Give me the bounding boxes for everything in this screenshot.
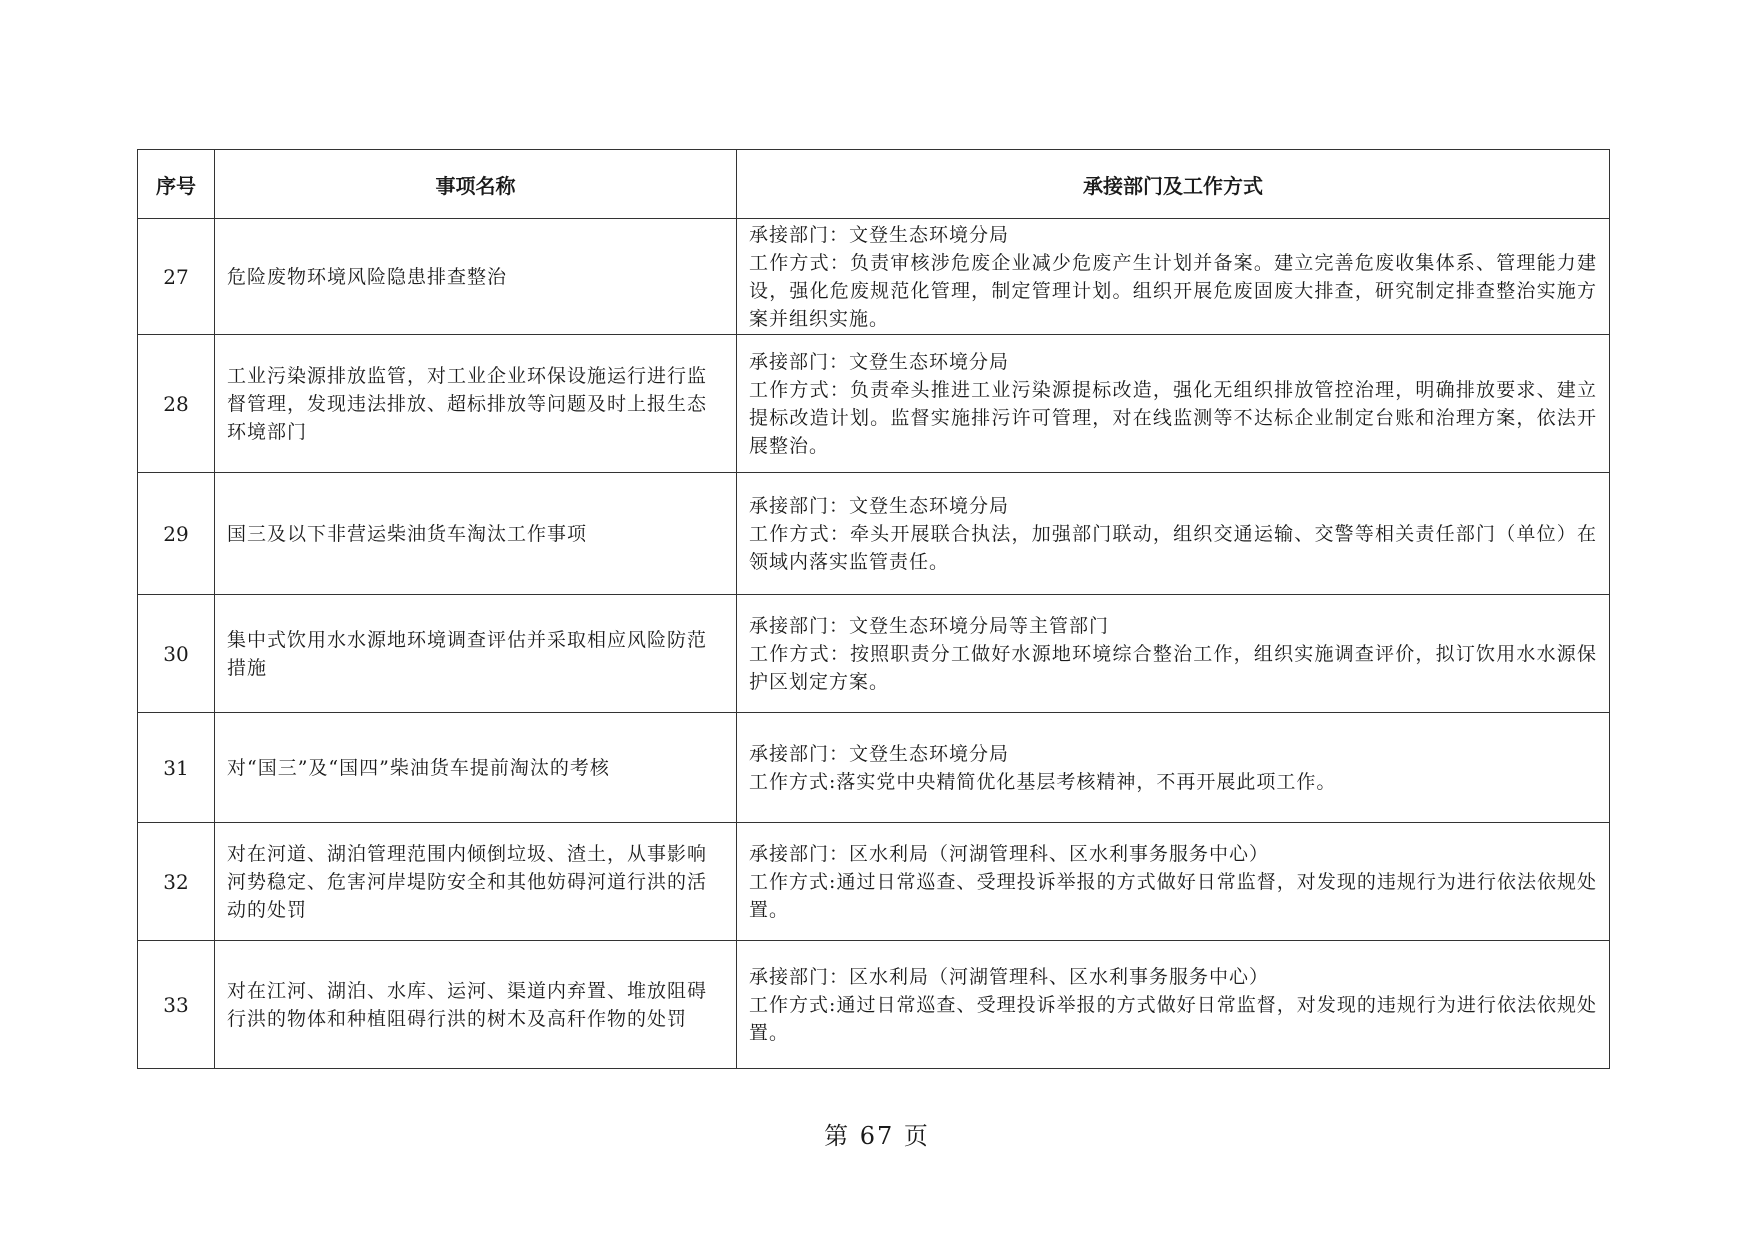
department-text: 承接部门：区水利局（河湖管理科、区水利事务服务中心） — [749, 842, 1270, 865]
method-text: 工作方式:通过日常巡查、受理投诉举报的方式做好日常监督，对发现的违规行为进行依法依规处置。 — [749, 993, 1597, 1044]
method-text: 工作方式：负责牵头推进工业污染源提标改造，强化无组织排放管控治理，明确排放要求、建立提标改造计划。监督实施排污许可管理，对在线监测等不达标企业制定台账和治理方案，依法开展整治。 — [749, 378, 1597, 457]
department-text: 承接部门：文登生态环境分局 — [749, 494, 1010, 517]
department-text: 承接部门：文登生态环境分局 — [749, 223, 1010, 246]
items-table — [137, 149, 1610, 1069]
table-row — [138, 335, 1610, 473]
department-text: 承接部门：文登生态环境分局 — [749, 350, 1010, 373]
row-number: 33 — [138, 941, 215, 1069]
table-row — [138, 823, 1610, 941]
item-name: 集中式饮用水水源地环境调查评估并采取相应风险防范措施 — [215, 595, 737, 713]
header-department-method: 承接部门及工作方式 — [737, 150, 1610, 219]
method-text: 工作方式：牵头开展联合执法，加强部门联动，组织交通运输、交警等相关责任部门（单位）在领域内落实监管责任。 — [749, 522, 1597, 573]
item-name: 对在河道、湖泊管理范围内倾倒垃圾、渣土，从事影响河势稳定、危害河岸堤防安全和其他妨碍河道行洪的活动的处罚 — [215, 823, 737, 941]
department-text: 承接部门：文登生态环境分局等主管部门 — [749, 614, 1110, 637]
department-method — [737, 595, 1610, 713]
table-row — [138, 941, 1610, 1069]
department-method — [737, 335, 1610, 473]
page-number: 第 67 页 — [824, 1122, 930, 1150]
item-name: 危险废物环境风险隐患排查整治 — [215, 219, 737, 335]
item-name: 对“国三”及“国四”柴油货车提前淘汰的考核 — [215, 713, 737, 823]
table-row — [138, 473, 1610, 595]
row-number: 32 — [138, 823, 215, 941]
department-method — [737, 713, 1610, 823]
department-method — [737, 941, 1610, 1069]
method-text: 工作方式:通过日常巡查、受理投诉举报的方式做好日常监督，对发现的违规行为进行依法依规处置。 — [749, 870, 1597, 921]
department-method — [737, 473, 1610, 595]
row-number: 30 — [138, 595, 215, 713]
item-name: 对在江河、湖泊、水库、运河、渠道内弃置、堆放阻碍行洪的物体和种植阻碍行洪的树木及高秆作物的处罚 — [215, 941, 737, 1069]
row-number: 28 — [138, 335, 215, 473]
header-item-name: 事项名称 — [215, 150, 737, 219]
department-text: 承接部门：文登生态环境分局 — [749, 742, 1010, 765]
method-text: 工作方式：负责审核涉危废企业减少危废产生计划并备案。建立完善危废收集体系、管理能力建设，强化危废规范化管理，制定管理计划。组织开展危废固废大排查，研究制定排查整治实施方案并组织实施。 — [749, 251, 1597, 330]
item-name: 工业污染源排放监管，对工业企业环保设施运行进行监督管理，发现违法排放、超标排放等问题及时上报生态环境部门 — [215, 335, 737, 473]
row-number: 29 — [138, 473, 215, 595]
method-text: 工作方式：按照职责分工做好水源地环境综合整治工作，组织实施调查评价，拟订饮用水水源保护区划定方案。 — [749, 642, 1597, 693]
table-header-row — [138, 150, 1610, 219]
header-serial: 序号 — [138, 150, 215, 219]
row-number: 31 — [138, 713, 215, 823]
method-text: 工作方式:落实党中央精简优化基层考核精神，不再开展此项工作。 — [749, 770, 1337, 793]
item-name: 国三及以下非营运柴油货车淘汰工作事项 — [215, 473, 737, 595]
table-row — [138, 595, 1610, 713]
table-row — [138, 219, 1610, 335]
department-method — [737, 219, 1610, 335]
table-row — [138, 713, 1610, 823]
department-text: 承接部门：区水利局（河湖管理科、区水利事务服务中心） — [749, 965, 1270, 988]
department-method — [737, 823, 1610, 941]
row-number: 27 — [138, 219, 215, 335]
